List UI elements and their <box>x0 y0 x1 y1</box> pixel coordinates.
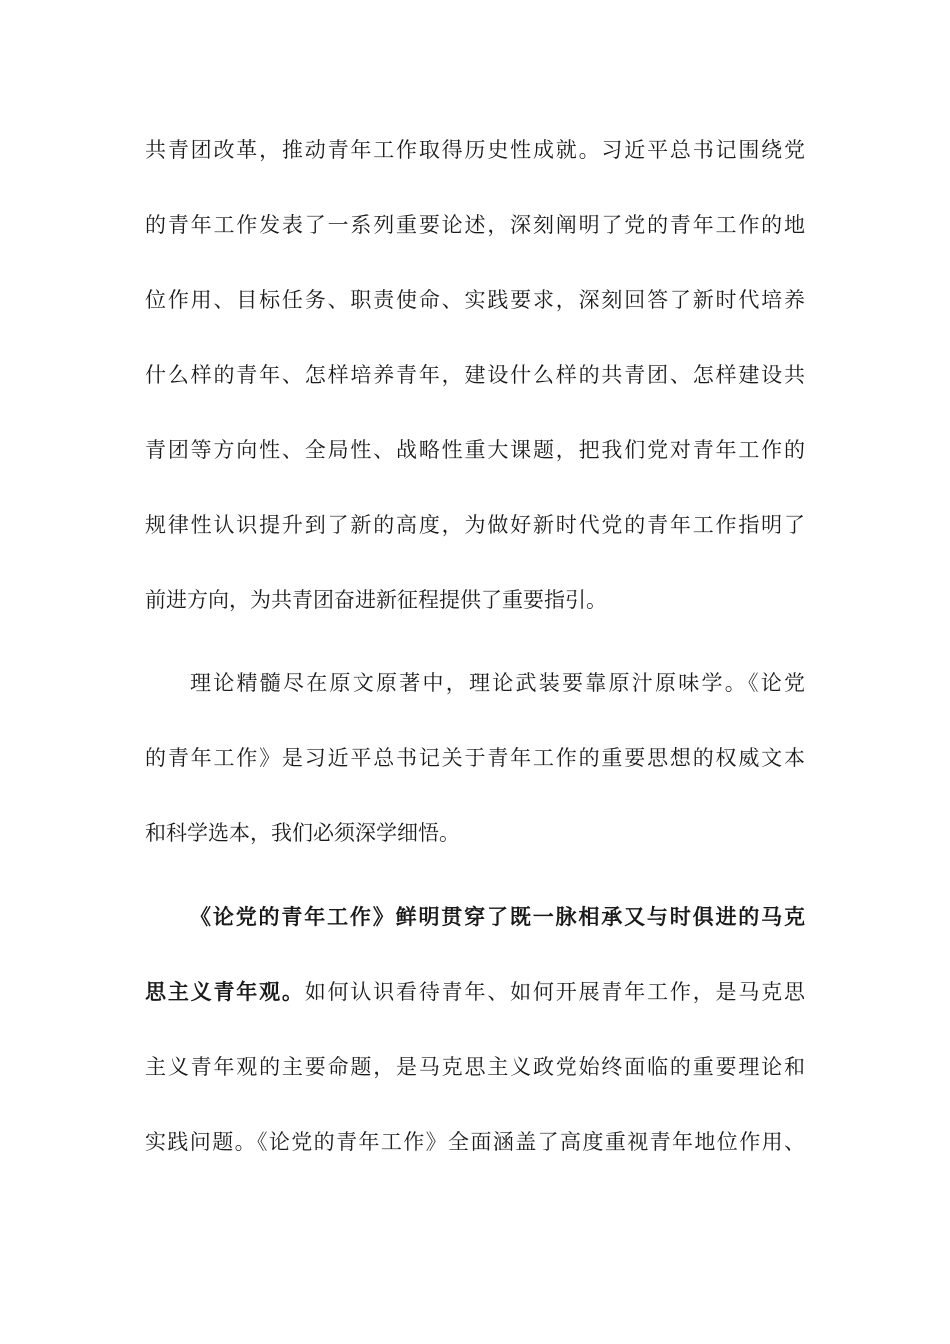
paragraph-1-line-1: 共青团改革，推动青年工作取得历史性成就。习近平总书记围绕党 <box>145 138 805 162</box>
paragraph-1-line-7: 前进方向，为共青团奋进新征程提供了重要指引。 <box>145 588 607 612</box>
paragraph-2-line-3: 和科学选本，我们必须深学细悟。 <box>145 821 460 845</box>
paragraph-3-line-3: 主义青年观的主要命题，是马克思主义政党始终面临的重要理论和 <box>145 1055 805 1079</box>
paragraph-3-heading-line-1: 《论党的青年工作》鲜明贯穿了既一脉相承又与时俱进的马克 <box>190 904 805 929</box>
paragraph-1-line-4: 什么样的青年、怎样培养青年，建设什么样的共青团、怎样建设共 <box>145 363 805 387</box>
paragraph-1-line-5: 青团等方向性、全局性、战略性重大课题，把我们党对青年工作的 <box>145 438 805 462</box>
paragraph-2-line-2: 的青年工作》是习近平总书记关于青年工作的重要思想的权威文本 <box>145 746 805 770</box>
paragraph-1-line-3: 位作用、目标任务、职责使命、实践要求，深刻回答了新时代培养 <box>145 288 805 312</box>
paragraph-3-line-2-text: 如何认识看待青年、如何开展青年工作，是马克思 <box>304 980 805 1004</box>
paragraph-1-line-2: 的青年工作发表了一系列重要论述，深刻阐明了党的青年工作的地 <box>145 213 805 237</box>
paragraph-3-heading-end: 思主义青年观。 <box>145 979 305 1004</box>
paragraph-2-line-1: 理论精髓尽在原文原著中，理论武装要靠原汁原味学。《论党 <box>190 671 805 695</box>
paragraph-3-line-4: 实践问题。《论党的青年工作》全面涵盖了高度重视青年地位作用、 <box>145 1130 805 1154</box>
paragraph-3-line-2 <box>145 972 805 1012</box>
paragraph-1-line-6: 规律性认识提升到了新的高度，为做好新时代党的青年工作指明了 <box>145 513 805 537</box>
